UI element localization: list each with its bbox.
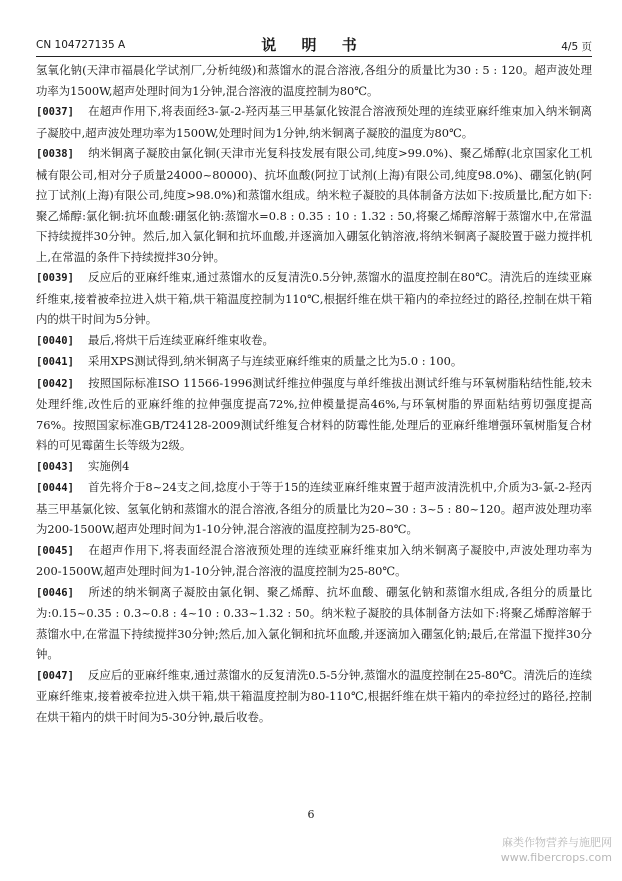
- paragraph-number: [0041]: [36, 356, 74, 368]
- paragraph-number: [0043]: [36, 460, 74, 473]
- paragraph: [36, 665, 592, 728]
- paragraph-text: 最后,将烘干后连续亚麻纤维束收卷。: [88, 332, 274, 347]
- paragraph: [36, 330, 592, 352]
- paragraph-text: 按照国际标准ISO 11566-1996测试纤维拉伸强度与单纤维拔出测试纤维与环氧树脂粘结性能,较未处理纤维,改性后的亚麻纤维的拉伸强度提高72%,拉伸模量提高46%,与环氧树脂的界面粘结剪切强度提高76%。按照国家标准GB/T24128-2009测试纤维复合材料的防霉性能,处理后的亚麻纤维增强环氧树脂复合材料的可见霉菌生长等级为2级。: [36, 375, 592, 452]
- paragraph: [36, 540, 592, 582]
- paragraph: [36, 582, 592, 665]
- watermark-url: www.fibercrops.com: [500, 851, 612, 864]
- paragraph-number: [0046]: [36, 586, 74, 599]
- paragraph-text: 在超声作用下,将表面经混合溶液预处理的连续亚麻纤维束加入纳米铜离子凝胶中,声波处理功率为200-1500W,超声处理时间为1-10分钟,混合溶液的温度控制为25-80℃。: [36, 542, 592, 578]
- paragraph-text: 所述的纳米铜离子凝胶由氯化铜、聚乙烯醇、抗坏血酸、硼氢化钠和蒸馏水组成,各组分的质量比为:0.15~0.35 : 0.3~0.8 : 4~10 : 0.33~1.32 : 50。纳米粒子凝胶的具体制备方法如下:将聚乙烯醇溶解于蒸馏水中,在常温下持续搅拌30分钟;然后,加入氯化铜和抗坏血酸,并逐滴加入硼氢化钠;最后,在常温下搅拌30分钟。: [36, 584, 592, 661]
- paragraph: [36, 101, 592, 143]
- paragraph-number: [0037]: [36, 106, 74, 118]
- watermark: [501, 835, 612, 865]
- paragraph-text: 采用XPS测试得到,纳米铜离子与连续亚麻纤维束的质量之比为5.0 : 100。: [88, 354, 463, 368]
- paragraph-text: 实施例4: [88, 458, 130, 473]
- patent-number: CN 104727135 A: [36, 39, 126, 51]
- page-number: 6: [307, 808, 315, 821]
- paragraph: [36, 351, 592, 373]
- paragraph-number: [0040]: [36, 334, 74, 347]
- paragraph-text: 反应后的亚麻纤维束,通过蒸馏水的反复清洗0.5分钟,蒸馏水的温度控制在80℃。清洗后的连续亚麻纤维束,接着被牵拉进入烘干箱,烘干箱温度控制为110℃,根据纤维在烘干箱内的牵拉经过的路径,控制在烘干箱内的烘干时间为5分钟。: [36, 270, 592, 326]
- page-info: 4/5 页: [561, 41, 592, 53]
- paragraph-text: 在超声作用下,将表面经3-氯-2-羟丙基三甲基氯化铵混合溶液预处理的连续亚麻纤维束加入纳米铜离子凝胶中,超声波处理功率为1500W,处理时间为1分钟,纳米铜离子凝胶的温度为80℃。: [36, 104, 592, 140]
- paragraph: [36, 456, 592, 478]
- paragraph: [36, 373, 592, 456]
- paragraph-number: [0042]: [36, 377, 74, 390]
- paragraph-number: [0038]: [36, 148, 74, 160]
- paragraph-text: 纳米铜离子凝胶由氯化铜(天津市光复科技发展有限公司,纯度>99.0%)、聚乙烯醇(北京国家化工机械有限公司,相对分子质量24000~80000)、抗坏血酸(阿拉丁试剂(上海)有限公司,纯度98.0%)、硼氢化钠(阿拉丁试剂(上海)有限公司,纯度>98.0%)和蒸馏水组成。纳米粒子凝胶的具体制备方法如下:按质量比,配方如下:聚乙烯醇:氯化铜:抗坏血酸:硼氢化钠:蒸馏水=0.8 : 0.35 : 10 : 1.32 : 50,将聚乙烯醇溶解于蒸馏水中,在常温下持续搅拌30分钟。然后,加入氯化铜和抗坏血酸,并逐滴加入硼氢化钠溶液,将纳米铜离子凝胶置于磁力搅拌机上,在常温的条件下持续搅拌30分钟。: [36, 146, 592, 264]
- paragraph: [36, 267, 592, 330]
- watermark-site-name: 麻类作物营养与施肥网: [502, 836, 612, 849]
- paragraph-number: [0045]: [36, 544, 74, 557]
- document-title: 说 明 书: [261, 36, 367, 54]
- paragraph: [36, 477, 592, 540]
- document-body: [36, 60, 592, 727]
- paragraph: [36, 60, 592, 101]
- paragraph: [36, 143, 592, 267]
- paragraph-number: [0047]: [36, 669, 74, 682]
- paragraph-number: [0044]: [36, 482, 74, 494]
- paragraph-text: 首先将介于8~24支之间,捻度小于等于15的连续亚麻纤维束置于超声波清洗机中,介质为3-氯-2-羟丙基三甲基氯化铵、氢氧化钠和蒸馏水的混合溶液,各组分的质量比为20~30 : 3~5 : 80~120。超声波处理功率为200-1500W,超声处理时间为1-10分钟,混合溶液的温度控制为25-80℃。: [36, 480, 592, 536]
- paragraph-text: 反应后的亚麻纤维束,通过蒸馏水的反复清洗0.5-5分钟,蒸馏水的温度控制在25-80℃。清洗后的连续亚麻纤维束,接着被牵拉进入烘干箱,烘干箱温度控制为80-110℃,根据纤维在烘干箱内的牵拉经过的路径,控制在烘干箱内的烘干时间为5-30分钟,最后收卷。: [36, 667, 592, 724]
- paragraph-number: [0039]: [36, 272, 74, 284]
- paragraph-text: 氢氧化钠(天津市福晨化学试剂厂,分析纯级)和蒸馏水的混合溶液,各组分的质量比为30 : 5 : 120。超声波处理功率为1500W,超声处理时间为1分钟,混合溶液的温度控制为80℃。: [36, 63, 592, 98]
- page-header: [36, 34, 592, 57]
